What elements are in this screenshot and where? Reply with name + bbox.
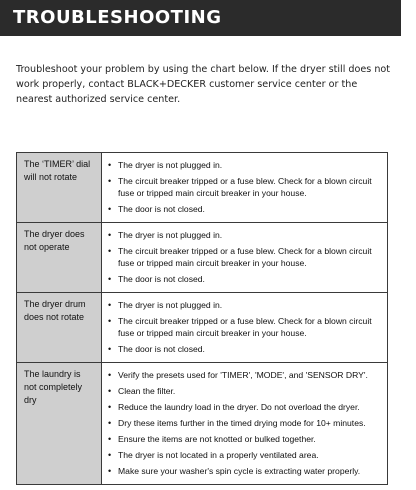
problem-cell [17, 293, 102, 363]
list-item [108, 175, 383, 199]
bullet-icon: • [108, 316, 112, 326]
page-title: TROUBLESHOOTING [13, 7, 222, 28]
solution-text: The circuit breaker tripped or a fuse blew. Check for a blown circuit fuse or tripped main circuit breaker in your house. [118, 316, 372, 338]
solution-cell [102, 293, 388, 363]
bullet-icon: • [108, 300, 112, 310]
problem-text: The dryer drum does not rotate [24, 299, 86, 322]
solution-text: The dryer is not plugged in. [118, 160, 223, 170]
list-item [108, 245, 383, 269]
table-row [17, 223, 388, 293]
solution-text: The circuit breaker tripped or a fuse blew. Check for a blown circuit fuse or tripped main circuit breaker in your house. [118, 246, 372, 268]
problem-text: The ‘TIMER’ dial will not rotate [24, 159, 91, 182]
bullet-icon: • [108, 466, 112, 476]
bullet-icon: • [108, 386, 112, 396]
list-item [108, 273, 383, 285]
bullet-icon: • [108, 434, 112, 444]
solution-list [102, 293, 387, 362]
bullet-icon: • [108, 274, 112, 284]
problem-text: The laundry is not completely dry [24, 369, 83, 405]
solution-text: Clean the filter. [118, 386, 176, 396]
list-item [108, 449, 383, 461]
list-item [108, 299, 383, 311]
list-item [108, 229, 383, 241]
bullet-icon: • [108, 402, 112, 412]
solution-cell [102, 223, 388, 293]
solution-list [102, 153, 387, 222]
table-row [17, 153, 388, 223]
bullet-icon: • [108, 246, 112, 256]
list-item [108, 433, 383, 445]
bullet-icon: • [108, 370, 112, 380]
problem-text: The dryer does not operate [24, 229, 85, 252]
list-item [108, 159, 383, 171]
solution-list [102, 363, 387, 484]
bullet-icon: • [108, 160, 112, 170]
solution-text: The door is not closed. [118, 274, 205, 284]
table-row [17, 293, 388, 363]
bullet-icon: • [108, 230, 112, 240]
solution-text: The dryer is not located in a properly ventilated area. [118, 450, 319, 460]
list-item [108, 343, 383, 355]
bullet-icon: • [108, 450, 112, 460]
intro-paragraph: Troubleshoot your problem by using the chart below. If the dryer still does not work properly, contact BLACK+DECKER customer service center or the nearest authorized service center. [16, 64, 391, 105]
list-item [108, 369, 383, 381]
section-header [0, 0, 401, 36]
list-item [108, 401, 383, 413]
solution-list [102, 223, 387, 292]
problem-cell [17, 153, 102, 223]
list-item [108, 417, 383, 429]
solution-cell [102, 363, 388, 485]
solution-text: Ensure the items are not knotted or bulked together. [118, 434, 316, 444]
table-body [17, 153, 388, 485]
bullet-icon: • [108, 418, 112, 428]
bullet-icon: • [108, 204, 112, 214]
list-item [108, 315, 383, 339]
problem-cell [17, 223, 102, 293]
solution-cell [102, 153, 388, 223]
list-item [108, 203, 383, 215]
bullet-icon: • [108, 344, 112, 354]
table-row [17, 363, 388, 485]
solution-text: The circuit breaker tripped or a fuse blew. Check for a blown circuit fuse or tripped main circuit breaker in your house. [118, 176, 372, 198]
list-item [108, 385, 383, 397]
solution-text: Make sure your washer's spin cycle is extracting water properly. [118, 466, 361, 476]
troubleshooting-table [16, 152, 388, 485]
solution-text: Verify the presets used for 'TIMER', 'MODE', and 'SENSOR DRY'. [118, 370, 368, 380]
solution-text: The dryer is not plugged in. [118, 300, 223, 310]
solution-text: Dry these items further in the timed drying mode for 10+ minutes. [118, 418, 366, 428]
problem-cell [17, 363, 102, 485]
solution-text: The door is not closed. [118, 204, 205, 214]
solution-text: Reduce the laundry load in the dryer. Do not overload the dryer. [118, 402, 360, 412]
bullet-icon: • [108, 176, 112, 186]
list-item [108, 465, 383, 477]
solution-text: The dryer is not plugged in. [118, 230, 223, 240]
solution-text: The door is not closed. [118, 344, 205, 354]
